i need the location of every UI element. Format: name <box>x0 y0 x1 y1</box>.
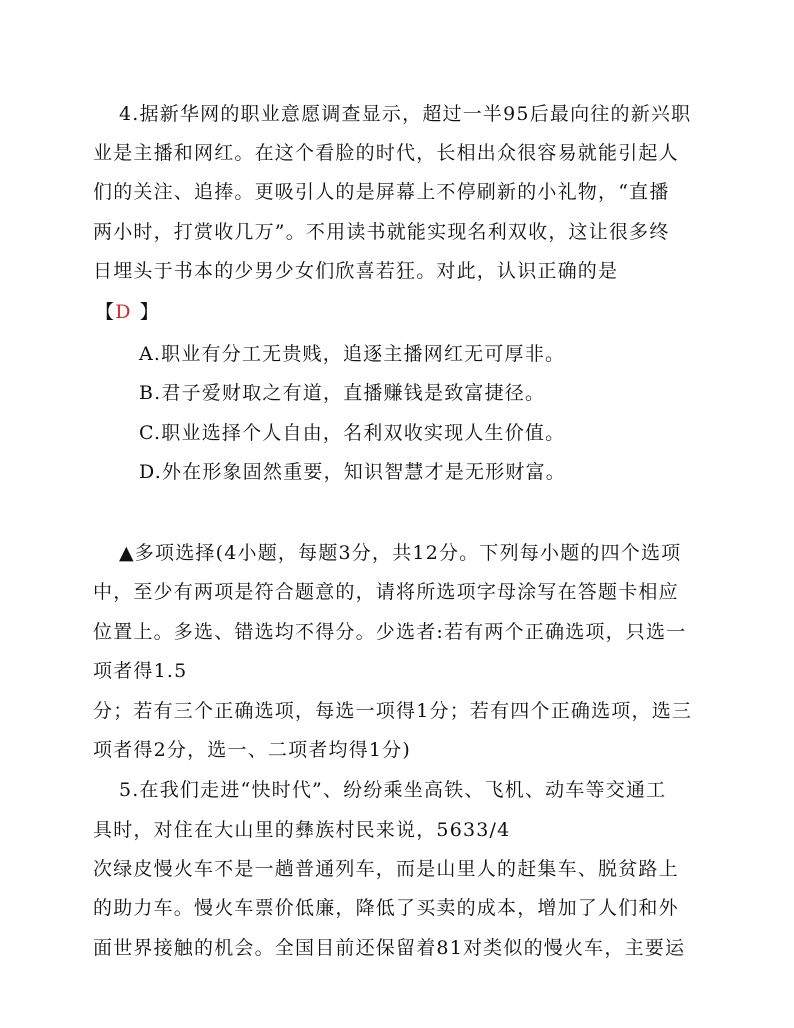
q4-stem-line-3: 们的关注、追捧。更吸引人的是屏幕上不停刷新的小礼物，“直播 <box>93 181 670 203</box>
section-line-6: 项者得2分，选一、二项者均得1分) <box>93 739 411 761</box>
q5-stem-line-4: 的助力车。慢火车票价低廉，降低了买卖的成本，增加了人们和外 <box>93 897 679 919</box>
q5-stem-line-3: 次绿皮慢火车不是一趟普通列车，而是山里人的赶集车、脱贫路上 <box>93 858 679 880</box>
q4-stem-line-5: 日埋头于书本的少男少女们欣喜若狂。对此，认识正确的是 <box>93 260 619 282</box>
q4-stem-line-2: 业是主播和网红。在这个看脸的时代，长相出众很容易就能引起人 <box>93 142 679 164</box>
q4-option-c: C.职业选择个人自由，名利双收实现人生价值。 <box>139 422 566 444</box>
q4-stem-line-1: 4.据新华网的职业意愿调查显示，超过一半95后最向往的新兴职 <box>119 103 692 125</box>
q5-stem-line-5: 面世界接触的机会。全国目前还保留着81对类似的慢火车，主要运 <box>93 937 686 959</box>
q4-option-b: B.君子爱财取之有道，直播赚钱是致富捷径。 <box>139 382 546 404</box>
q5-stem-line-1: 5.在我们走进“快时代”、纷纷乘坐高铁、飞机、动车等交通工 <box>119 779 667 801</box>
section-line-2: 中，至少有两项是符合题意的，请将所选项字母涂写在答题卡相应 <box>93 581 679 603</box>
q4-answer-bracket <box>95 299 160 325</box>
bracket-open: 【 <box>95 301 116 323</box>
bracket-close: 】 <box>139 301 160 323</box>
section-line-4: 项者得1.5 <box>93 660 188 682</box>
q4-option-a: A.职业有分工无贵贱，追逐主播网红无可厚非。 <box>139 343 566 365</box>
q5-stem-line-2: 具时，对住在大山里的彝族村民来说，5633/4 <box>93 819 511 841</box>
section-line-3: 位置上。多选、错选均不得分。少选者:若有两个正确选项，只选一 <box>93 621 687 643</box>
q4-answer: D <box>115 301 132 323</box>
q4-option-d: D.外在形象固然重要，知识智慧才是无形财富。 <box>139 461 566 483</box>
q4-stem-line-4: 两小时，打赏收几万”。不用读书就能实现名利双收，这让很多终 <box>93 221 670 243</box>
section-line-5: 分；若有三个正确选项，每选一项得1分；若有四个正确选项，选三 <box>93 700 693 722</box>
section-line-1: ▲多项选择(4小题，每题3分，共12分。下列每小题的四个选项 <box>119 542 682 564</box>
